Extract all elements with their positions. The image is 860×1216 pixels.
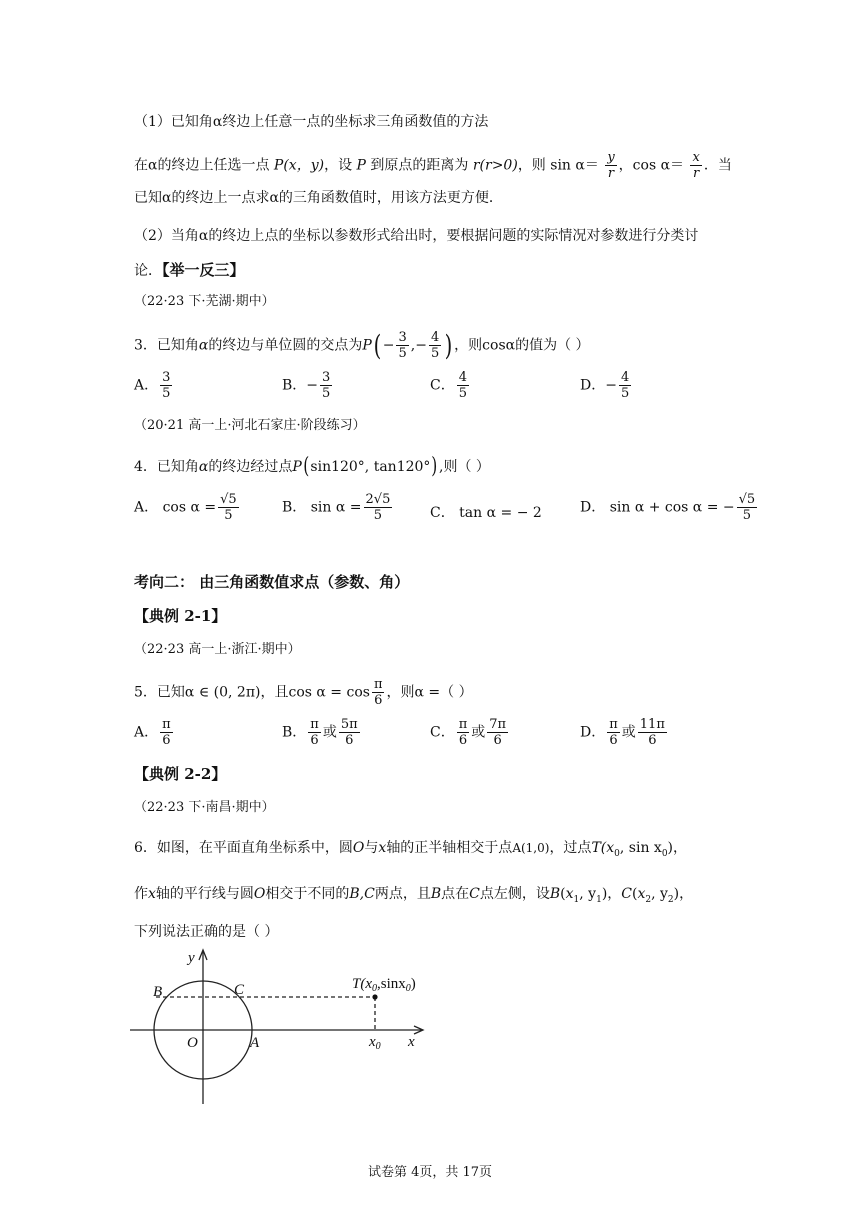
q4-option-c[interactable]: C． tan α = − 2 <box>430 505 542 521</box>
q6-line3: 下列说法正确的是（ ） <box>134 924 279 940</box>
q5-source: （22·23 高一上·浙江·期中） <box>134 642 301 657</box>
page-footer: 试卷第 4页，共 17页 <box>367 1165 493 1180</box>
q4-option-b[interactable]: B． sin α = $\frac{2√5}{5}$ <box>282 492 391 523</box>
q6-line1: 6．如图，在平面直角坐标系中，圆O与x轴的正半轴相交于点A(1,0)，过点$T(x_0$, $\sin x_0$)， <box>134 840 688 859</box>
q4-option-d[interactable]: D． sin α + cos α = − $\frac{√5}{5}$ <box>580 492 756 523</box>
q3-source: （22·23 下·芜湖·期中） <box>134 294 275 309</box>
method-line2: 已知α的终边上一点求α的三角函数值时，用该方法更方便． <box>134 190 503 206</box>
method-title: （1）已知角α终边上任意一点的坐标求三角函数值的方法 <box>134 114 489 130</box>
q3-option-b[interactable]: B．− $\frac{3}{5}$ <box>282 370 331 401</box>
method-note2: （2）当角α的终边上点的坐标以参数形式给出时，要根据问题的实际情况对参数进行分类讨 <box>134 228 699 244</box>
example-2-1-heading: 【典例 2-1】 <box>134 607 227 625</box>
point-a-label: A <box>250 1035 260 1051</box>
q6-figure <box>120 944 440 1110</box>
point-b-label: B <box>153 984 163 1000</box>
section2-heading: 考向二： 由三角函数值求点（参数、角） <box>134 573 410 591</box>
q6-source: （22·23 下·南昌·期中） <box>134 800 275 815</box>
q3-option-a[interactable]: A． $\frac{3}{5}$ <box>134 370 171 401</box>
q5-option-b[interactable]: B． $\frac{\pi}{6}$ 或 $\frac{5\pi}{6}$ <box>282 717 358 748</box>
point-t <box>372 994 377 999</box>
q4-source: （20·21 高一上·河北石家庄·阶段练习） <box>134 418 366 433</box>
q5-option-a[interactable]: A． $\frac{\pi}{6}$ <box>134 717 171 748</box>
frac-x-over-r: $\frac{x}{r}$ <box>692 150 700 181</box>
y-axis-label: y <box>188 950 195 966</box>
q3-option-d[interactable]: D．− $\frac{4}{5}$ <box>580 370 630 401</box>
point-t-label: $T(x_0,\sin x_0)$ <box>352 976 416 994</box>
q5-option-d[interactable]: D． $\frac{\pi}{6}$ 或 $\frac{11\pi}{6}$ <box>580 717 665 748</box>
method-line1: 在α的终边上任选一点 P(x，y)，设 P 到原点的距离为 r(r>0)，则 sin α＝ $\frac{y}{r}$ ，cos α＝ $\frac{x}{r}$ ．当 <box>134 150 732 181</box>
q3-option-c[interactable]: C． $\frac{4}{5}$ <box>430 370 467 401</box>
practice-heading: 【举一反三】 <box>162 261 245 279</box>
q5-stem: 5．已知α ∈ (0, 2π)，且cos α = cos $\frac{\pi}{6}$ ，则α =（ ） <box>134 677 473 708</box>
x0-label: $x_0$ <box>369 1034 381 1052</box>
q4-stem: 4．已知角α的终边经过点P(sin120°, tan120°),则（ ） <box>134 454 490 479</box>
origin-label: O <box>187 1035 198 1051</box>
method-note2-end: 论．【举一反三】 <box>134 261 245 279</box>
example-2-2-heading: 【典例 2-2】 <box>134 765 227 783</box>
frac-y-over-r: $\frac{y}{r}$ <box>607 150 615 181</box>
q4-option-a[interactable]: A． cos α = $\frac{√5}{5}$ <box>134 492 237 523</box>
x-axis-label: x <box>408 1034 415 1050</box>
q5-option-c[interactable]: C． $\frac{\pi}{6}$ 或 $\frac{7\pi}{6}$ <box>430 717 507 748</box>
point-c-label: C <box>234 982 245 998</box>
q3-stem: 3．已知角α的终边与单位圆的交点为P( − $\frac{3}{5}$ ,− $\frac{4}{5}$ ) ，则cosα的值为（ ） <box>134 328 590 362</box>
q6-line2: 作x轴的平行线与圆O相交于不同的B,C两点，且B点在C点左侧，设$B(x_1$, $y_1$)，$C(x_2$, $y_2$)， <box>134 886 694 905</box>
